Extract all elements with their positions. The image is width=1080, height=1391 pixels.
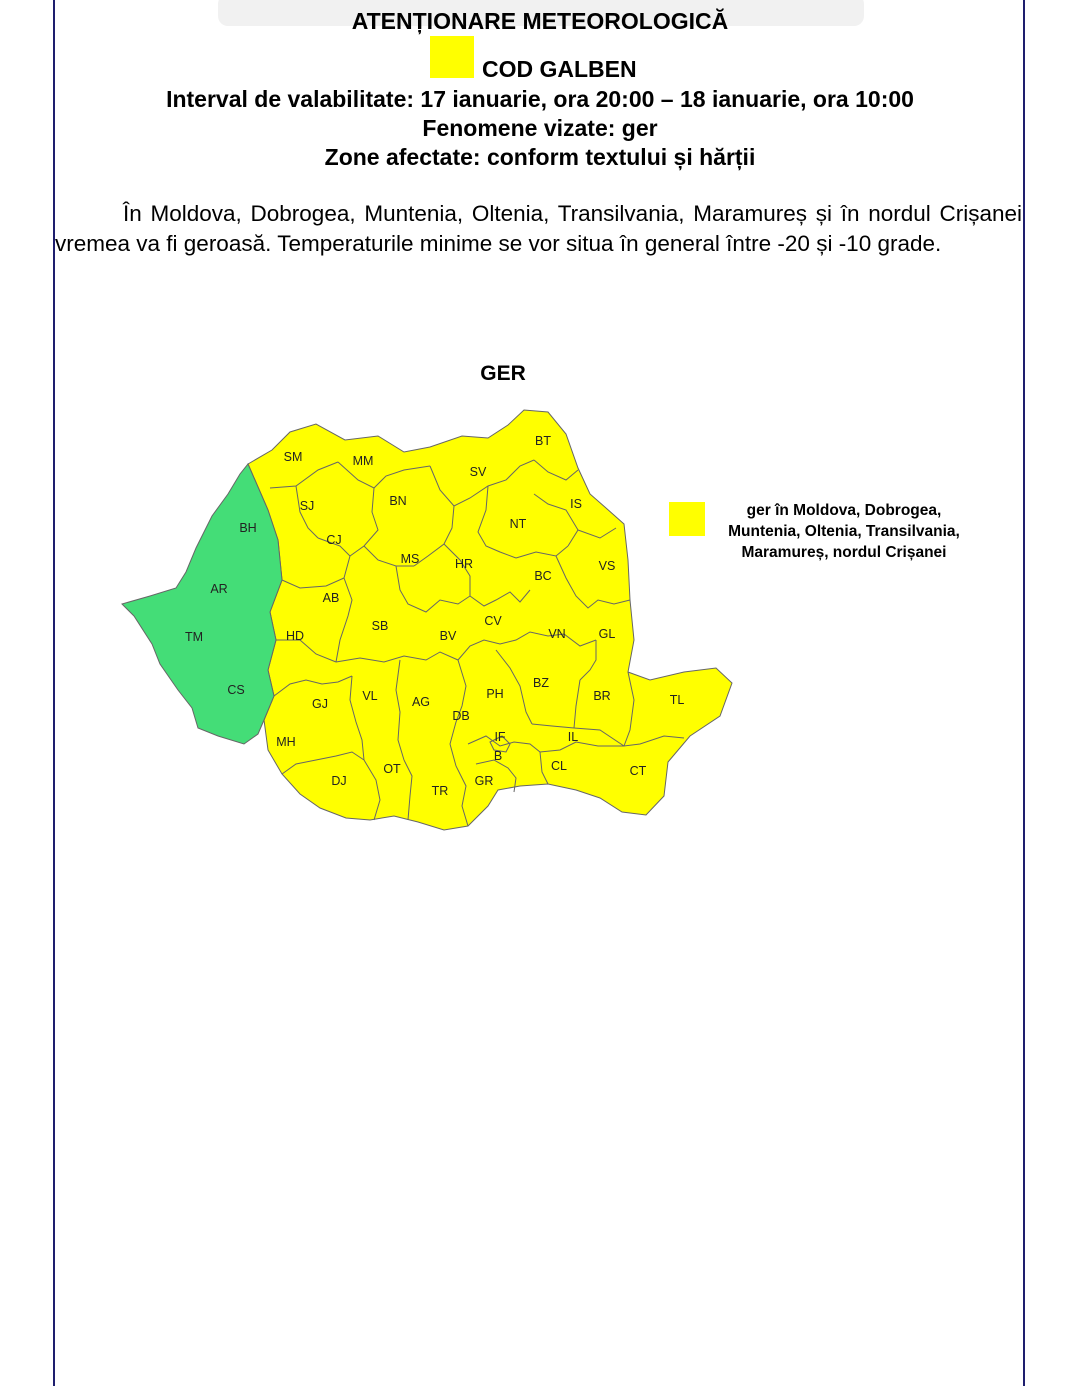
county-label-sj: SJ [299,499,315,513]
county-label-cl: CL [551,759,567,773]
county-label-il: IL [567,730,579,744]
county-label-ph: PH [486,687,504,701]
legend-swatch [669,502,705,536]
county-label-bh: BH [239,521,257,535]
county-label-gl: GL [598,627,616,641]
county-label-tm: TM [184,630,204,644]
county-label-b: B [493,749,503,763]
county-label-ar: AR [210,582,228,596]
county-label-ms: MS [400,552,420,566]
county-label-ot: OT [383,762,401,776]
county-label-cs: CS [227,683,245,697]
county-label-vs: VS [598,559,616,573]
no-warning-region [122,464,282,744]
county-label-vn: VN [548,627,566,641]
county-label-sb: SB [371,619,389,633]
county-label-mh: MH [276,735,296,749]
validity-interval: Interval de valabilitate: 17 ianuarie, ora 20:00 – 18 ianuarie, ora 10:00 [166,86,914,112]
county-label-cv: CV [484,614,502,628]
county-label-bc: BC [534,569,552,583]
county-label-ag: AG [411,695,431,709]
county-label-cj: CJ [326,533,342,547]
county-label-bz: BZ [533,676,549,690]
county-label-bt: BT [535,434,551,448]
county-label-bn: BN [389,494,407,508]
affected-zones: Zone afectate: conform textului și hărții [324,144,756,170]
map-title: GER [480,362,526,385]
county-label-sm: SM [283,450,303,464]
county-label-gr: GR [474,774,494,788]
county-label-ab: AB [322,591,340,605]
county-label-if: IF [494,730,506,744]
code-label: COD GALBEN [482,56,637,82]
county-label-gj: GJ [312,697,328,711]
county-label-nt: NT [509,517,527,531]
forecast-paragraph: În Moldova, Dobrogea, Muntenia, Oltenia, Transilvania, Maramureș și în nordul Crișanei vremea va fi geroasă. Temperaturile minime se vor situa în general între -20 și -10 grade. [55,201,1022,256]
phenomena: Fenomene vizate: ger [422,115,658,141]
county-label-br: BR [593,689,611,703]
alert-title: ATENȚIONARE METEOROLOGICĂ [351,8,729,34]
county-label-is: IS [570,497,582,511]
county-label-hr: HR [454,557,474,571]
county-label-tr: TR [431,784,449,798]
county-label-sv: SV [469,465,487,479]
county-label-tl: TL [669,693,685,707]
county-label-hd: HD [285,629,305,643]
legend-text: ger în Moldova, Dobrogea, Muntenia, Oltenia, Transilvania, Maramureș, nordul Crișanei [728,502,960,561]
county-label-ct: CT [629,764,647,778]
county-label-db: DB [452,709,470,723]
county-label-vl: VL [362,689,378,703]
county-label-mm: MM [352,454,374,468]
county-label-bv: BV [439,629,457,643]
county-label-dj: DJ [331,774,347,788]
